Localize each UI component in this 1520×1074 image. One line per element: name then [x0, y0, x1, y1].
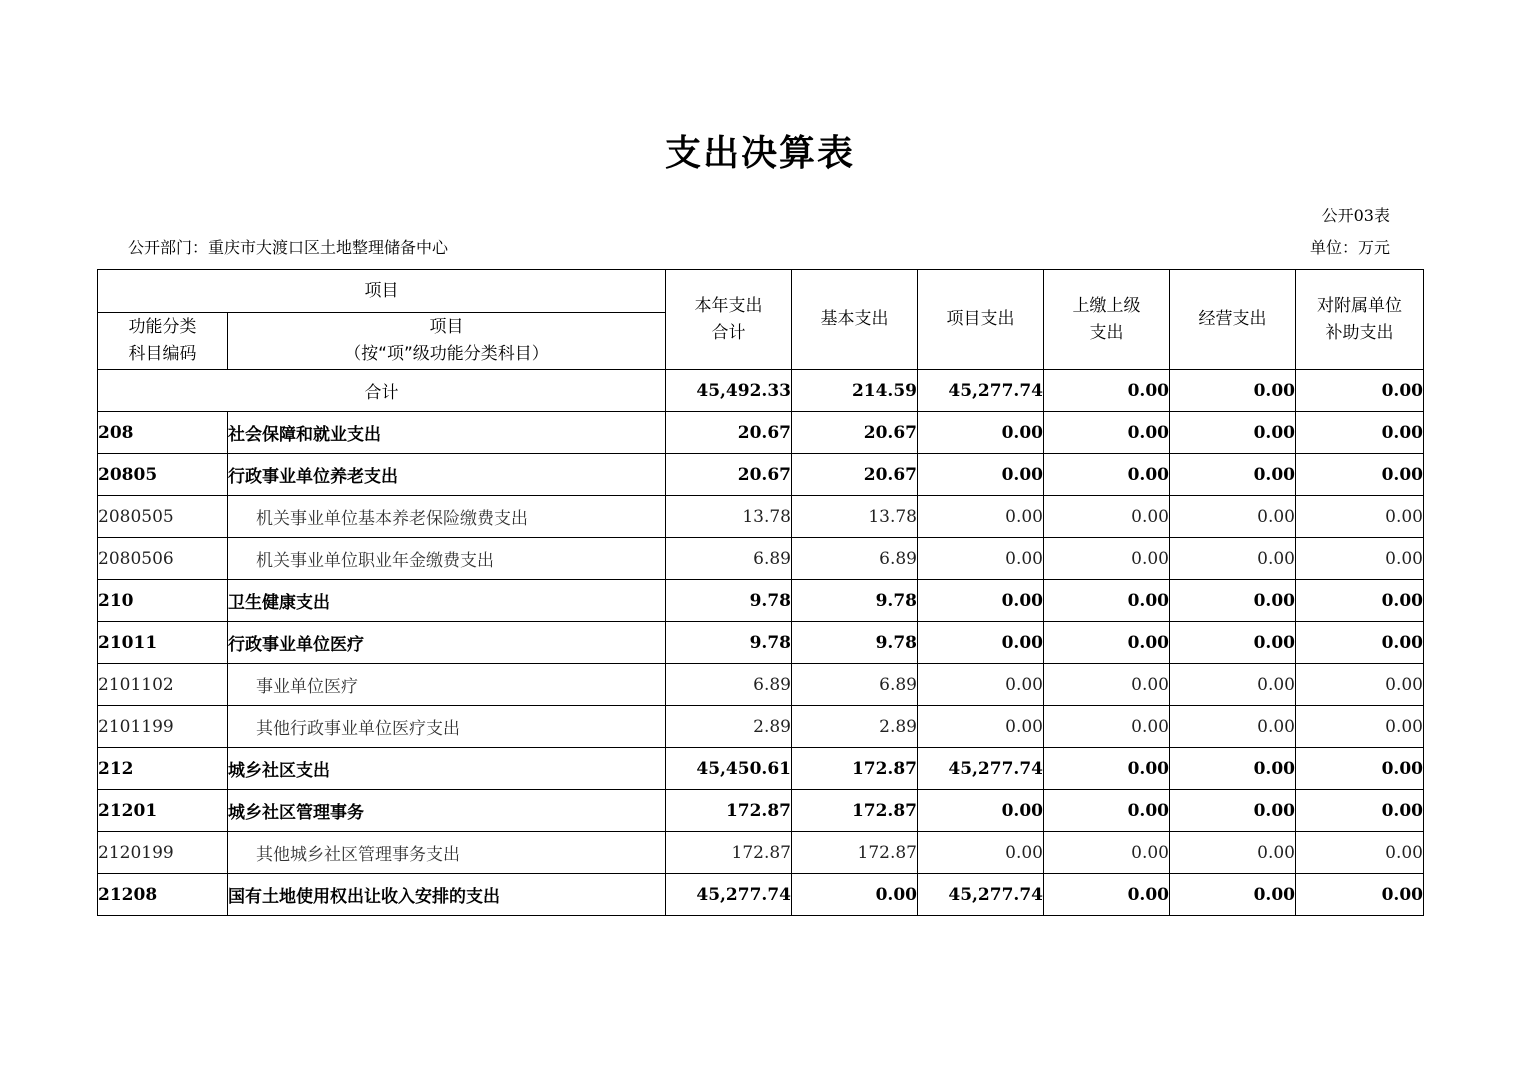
row-value: 0.00 — [1296, 412, 1424, 454]
header-subsidy: 对附属单位 补助支出 — [1296, 270, 1424, 370]
row-value: 0.00 — [1044, 790, 1170, 832]
row-value: 0.00 — [1044, 622, 1170, 664]
row-name: 其他行政事业单位医疗支出 — [228, 706, 666, 748]
header-basic: 基本支出 — [792, 270, 918, 370]
row-code: 208 — [98, 412, 228, 454]
page-title: 支出决算表 — [664, 133, 855, 174]
row-code: 2120199 — [98, 832, 228, 874]
row-value: 45,277.74 — [666, 874, 792, 916]
department-label: 公开部门：重庆市大渡口区土地整理储备中心 — [128, 238, 449, 257]
row-name: 事业单位医疗 — [228, 664, 666, 706]
table-row — [98, 790, 1424, 832]
row-value: 0.00 — [1170, 412, 1296, 454]
row-value: 0.00 — [1296, 496, 1424, 538]
total-value: 0.00 — [1044, 370, 1170, 412]
header-business: 经营支出 — [1170, 270, 1296, 370]
unit-label: 单位：万元 — [1309, 238, 1390, 257]
total-value: 45,277.74 — [918, 370, 1044, 412]
row-value: 9.78 — [666, 580, 792, 622]
row-value: 2.89 — [792, 706, 918, 748]
row-name: 卫生健康支出 — [228, 580, 666, 622]
row-value: 6.89 — [666, 538, 792, 580]
row-value: 0.00 — [918, 454, 1044, 496]
row-value: 0.00 — [918, 580, 1044, 622]
row-name: 机关事业单位职业年金缴费支出 — [228, 538, 666, 580]
table-row — [98, 832, 1424, 874]
row-value: 6.89 — [666, 664, 792, 706]
row-code: 2080505 — [98, 496, 228, 538]
form-number: 公开03表 — [1321, 206, 1390, 225]
row-value: 0.00 — [918, 790, 1044, 832]
row-value: 172.87 — [792, 748, 918, 790]
row-name: 其他城乡社区管理事务支出 — [228, 832, 666, 874]
total-value: 0.00 — [1296, 370, 1424, 412]
row-value: 9.78 — [792, 622, 918, 664]
row-value: 0.00 — [1044, 496, 1170, 538]
row-name: 行政事业单位养老支出 — [228, 454, 666, 496]
row-value: 0.00 — [1044, 580, 1170, 622]
table-row — [98, 874, 1424, 916]
row-value: 0.00 — [1170, 832, 1296, 874]
row-code: 21208 — [98, 874, 228, 916]
row-value: 20.67 — [792, 412, 918, 454]
table-row — [98, 538, 1424, 580]
row-value: 13.78 — [666, 496, 792, 538]
row-value: 45,277.74 — [918, 874, 1044, 916]
row-value: 0.00 — [1296, 832, 1424, 874]
row-value: 0.00 — [1044, 874, 1170, 916]
header-func-code: 功能分类 科目编码 — [98, 313, 228, 370]
table-row — [98, 580, 1424, 622]
row-value: 6.89 — [792, 538, 918, 580]
row-value: 0.00 — [1296, 790, 1424, 832]
row-code: 210 — [98, 580, 228, 622]
row-value: 0.00 — [1296, 748, 1424, 790]
row-value: 0.00 — [1170, 706, 1296, 748]
header-total: 本年支出 合计 — [666, 270, 792, 370]
table-row — [98, 454, 1424, 496]
row-value: 172.87 — [792, 790, 918, 832]
row-value: 9.78 — [792, 580, 918, 622]
row-code: 2101199 — [98, 706, 228, 748]
header-item-group: 项目 — [98, 270, 666, 313]
row-value: 0.00 — [1296, 622, 1424, 664]
row-code: 212 — [98, 748, 228, 790]
row-value: 0.00 — [1296, 706, 1424, 748]
row-code: 21201 — [98, 790, 228, 832]
table-row — [98, 622, 1424, 664]
row-value: 0.00 — [1296, 664, 1424, 706]
table-row — [98, 664, 1424, 706]
header-item-name: 项目 （按“项”级功能分类科目） — [228, 313, 666, 370]
row-value: 20.67 — [792, 454, 918, 496]
row-value: 0.00 — [918, 622, 1044, 664]
row-value: 0.00 — [1170, 622, 1296, 664]
row-value: 0.00 — [918, 412, 1044, 454]
total-row — [98, 370, 1424, 412]
header-row-1 — [98, 270, 1424, 313]
row-name: 行政事业单位医疗 — [228, 622, 666, 664]
row-name: 城乡社区支出 — [228, 748, 666, 790]
row-value: 0.00 — [1044, 454, 1170, 496]
header-project: 项目支出 — [918, 270, 1044, 370]
row-name: 城乡社区管理事务 — [228, 790, 666, 832]
row-value: 0.00 — [1170, 664, 1296, 706]
row-value: 0.00 — [918, 832, 1044, 874]
row-code: 2080506 — [98, 538, 228, 580]
row-value: 0.00 — [1044, 664, 1170, 706]
row-value: 0.00 — [1170, 874, 1296, 916]
row-value: 0.00 — [918, 664, 1044, 706]
row-value: 0.00 — [1296, 538, 1424, 580]
total-value: 0.00 — [1170, 370, 1296, 412]
row-code: 20805 — [98, 454, 228, 496]
row-code: 21011 — [98, 622, 228, 664]
row-value: 0.00 — [1296, 454, 1424, 496]
row-value: 172.87 — [792, 832, 918, 874]
row-value: 6.89 — [792, 664, 918, 706]
row-value: 20.67 — [666, 454, 792, 496]
row-value: 0.00 — [918, 706, 1044, 748]
row-value: 0.00 — [918, 496, 1044, 538]
row-value: 0.00 — [1170, 580, 1296, 622]
row-value: 0.00 — [1170, 454, 1296, 496]
row-value: 13.78 — [792, 496, 918, 538]
row-value: 0.00 — [1044, 832, 1170, 874]
row-name: 机关事业单位基本养老保险缴费支出 — [228, 496, 666, 538]
row-value: 2.89 — [666, 706, 792, 748]
row-value: 0.00 — [1296, 874, 1424, 916]
row-code: 2101102 — [98, 664, 228, 706]
table-row — [98, 496, 1424, 538]
row-value: 0.00 — [1170, 496, 1296, 538]
row-value: 0.00 — [1170, 748, 1296, 790]
table-row — [98, 748, 1424, 790]
table-row — [98, 706, 1424, 748]
row-name: 社会保障和就业支出 — [228, 412, 666, 454]
row-value: 45,277.74 — [918, 748, 1044, 790]
row-value: 0.00 — [918, 538, 1044, 580]
total-value: 214.59 — [792, 370, 918, 412]
row-value: 0.00 — [1044, 748, 1170, 790]
row-value: 0.00 — [1044, 412, 1170, 454]
row-value: 45,450.61 — [666, 748, 792, 790]
row-value: 20.67 — [666, 412, 792, 454]
row-value: 0.00 — [1170, 790, 1296, 832]
row-value: 0.00 — [1296, 580, 1424, 622]
row-value: 172.87 — [666, 832, 792, 874]
row-value: 172.87 — [666, 790, 792, 832]
row-name: 国有土地使用权出让收入安排的支出 — [228, 874, 666, 916]
header-upper: 上缴上级 支出 — [1044, 270, 1170, 370]
row-value: 9.78 — [666, 622, 792, 664]
row-value: 0.00 — [792, 874, 918, 916]
row-value: 0.00 — [1044, 538, 1170, 580]
expenditure-table — [97, 269, 1424, 916]
total-value: 45,492.33 — [666, 370, 792, 412]
row-value: 0.00 — [1170, 538, 1296, 580]
table-row — [98, 412, 1424, 454]
total-label: 合计 — [98, 370, 666, 412]
row-value: 0.00 — [1044, 706, 1170, 748]
